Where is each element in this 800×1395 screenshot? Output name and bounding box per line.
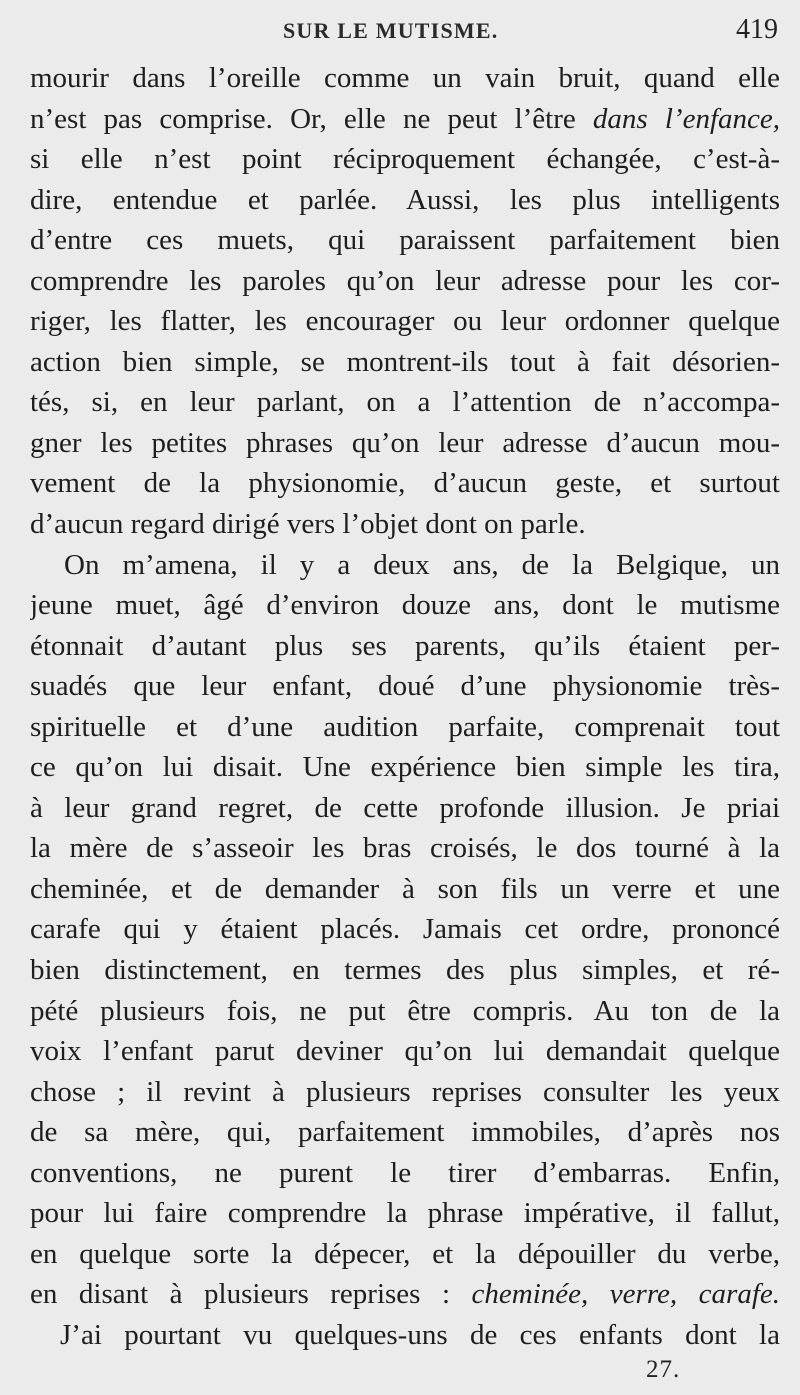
text-line: chose ; il revint à plusieurs reprises consulter les yeux — [30, 1075, 780, 1108]
text-line: J’ai pourtant vu quelques-uns de ces enfants dont la — [60, 1318, 780, 1351]
italic-text: dans l’enfance, — [592, 102, 780, 135]
text-line — [30, 99, 780, 140]
text-line: carafe qui y étaient placés. Jamais cet ordre, prononcé — [30, 913, 780, 946]
text-line: cheminée, et de demander à son fils un verre et une — [30, 872, 780, 905]
text-line: ce qu’on lui disait. Une expérience bien simple les tira, — [30, 751, 780, 784]
text-line: étonnait d’autant plus ses parents, qu’ils étaient per- — [30, 629, 780, 662]
text-line: en quelque sorte la dépecer, et la dépouiller du verbe, — [30, 1237, 780, 1270]
text-line: vement de la physionomie, d’aucun geste, et surtout — [30, 467, 780, 500]
text-line: conventions, ne purent le tirer d’embarras. Enfin, — [30, 1156, 780, 1189]
text-fragment: en disant à plusieurs reprises : — [30, 1278, 451, 1311]
signature-mark: 27. — [646, 1356, 681, 1383]
text-line: de sa mère, qui, parfaitement immobiles, d’après nos — [30, 1116, 780, 1149]
text-line: riger, les flatter, les encourager ou leur ordonner quelque — [30, 305, 780, 338]
text-line: à leur grand regret, de cette profonde illusion. Je priai — [30, 791, 780, 824]
text-line: dire, entendue et parlée. Aussi, les plus intelligents — [30, 183, 780, 216]
text-line: d’entre ces muets, qui paraissent parfaitement bien — [30, 224, 780, 257]
italic-text: cheminée, verre, carafe. — [471, 1278, 780, 1311]
body-text — [30, 58, 780, 1356]
text-line: bien distinctement, en termes des plus simples, et ré- — [30, 954, 780, 987]
text-line — [30, 1274, 780, 1315]
text-line: spirituelle et d’une audition parfaite, comprenait tout — [30, 710, 780, 743]
text-fragment: n’est pas comprise. Or, elle ne peut l’être — [30, 102, 576, 135]
text-line: action bien simple, se montrent-ils tout à fait désorien- — [30, 345, 780, 378]
text-line: pété plusieurs fois, ne put être compris. Au ton de la — [30, 994, 780, 1027]
page-header — [0, 8, 800, 48]
text-line: tés, si, en leur parlant, on a l’attention de n’accompa- — [30, 386, 780, 419]
text-line: On m’amena, il y a deux ans, de la Belgique, un — [64, 548, 780, 581]
text-line: gner les petites phrases qu’on leur adresse d’aucun mou- — [30, 426, 780, 459]
page-number: 419 — [736, 14, 778, 45]
text-line: voix l’enfant parut deviner qu’on lui demandait quelque — [30, 1035, 780, 1068]
running-head: SUR LE MUTISME. — [283, 18, 499, 43]
text-line: la mère de s’asseoir les bras croisés, le dos tourné à la — [30, 832, 780, 865]
text-line: pour lui faire comprendre la phrase impérative, il fallut, — [30, 1197, 780, 1230]
text-line: jeune muet, âgé d’environ douze ans, dont le mutisme — [30, 589, 780, 622]
text-line: suadés que leur enfant, doué d’une physionomie très- — [30, 670, 780, 703]
text-line: comprendre les paroles qu’on leur adresse pour les cor- — [30, 264, 780, 297]
text-line: si elle n’est point réciproquement échangée, c’est-à- — [30, 143, 780, 176]
text-line: mourir dans l’oreille comme un vain bruit, quand elle — [30, 62, 780, 94]
text-line: d’aucun regard dirigé vers l’objet dont on parle. — [30, 508, 586, 541]
